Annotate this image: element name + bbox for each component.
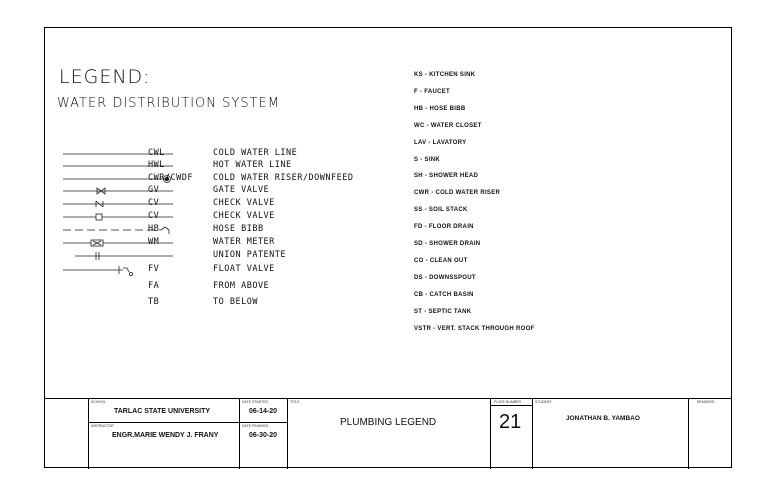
drawing-title: PLUMBING LEGEND xyxy=(340,417,437,428)
legend-abbreviation: CWL xyxy=(148,148,165,158)
legend-abbreviation: WM xyxy=(148,237,160,247)
abbreviation-item: SD - SHOWER DRAIN xyxy=(414,241,481,247)
legend-description: FLOAT VALVE xyxy=(213,264,275,274)
plate-number: 21 xyxy=(499,411,522,433)
date-finished-caption: DATE FINISHED xyxy=(242,424,269,428)
legend-row xyxy=(0,160,360,172)
legend-row xyxy=(0,173,360,185)
legend-description: COLD WATER LINE xyxy=(213,148,298,158)
legend-description: TO BELOW xyxy=(213,297,258,307)
abbreviation-item: LAV - LAVATORY xyxy=(414,139,467,146)
legend-row xyxy=(0,237,360,249)
legend-abbreviation: FV xyxy=(148,264,160,274)
school-caption: SCHOOL xyxy=(91,400,106,404)
legend-description: UNION PATENTE xyxy=(213,250,287,260)
student-caption: STUDENT xyxy=(535,400,552,404)
abbreviation-item: ST - SEPTIC TANK xyxy=(414,308,472,315)
instructor-caption: INSTRUCTOR xyxy=(91,424,114,428)
plate-number-caption: PLATE NUMBER xyxy=(494,400,521,404)
legend-abbreviation: TB xyxy=(148,297,160,307)
legend-abbreviation: GV xyxy=(148,185,160,195)
legend-row xyxy=(0,148,360,160)
abbreviation-item: CB - CATCH BASIN xyxy=(414,291,474,298)
abbreviation-item: VSTR - VERT. STACK THROUGH ROOF xyxy=(414,325,535,332)
school-name: TARLAC STATE UNIVERSITY xyxy=(114,408,211,415)
legend-row xyxy=(0,198,360,210)
legend-row xyxy=(0,297,360,309)
legend-abbreviation: HWL xyxy=(148,160,165,170)
legend-row xyxy=(0,211,360,223)
abbreviation-item: DS - DOWNSSPOUT xyxy=(414,274,476,281)
legend-description: COLD WATER RISER/DOWNFEED xyxy=(213,173,354,183)
union-symbol xyxy=(63,250,173,262)
legend-description: WATER METER xyxy=(213,237,275,247)
legend-row xyxy=(0,264,360,276)
abbreviation-item: SH - SHOWER HEAD xyxy=(414,173,479,180)
legend-abbreviation: FA xyxy=(148,281,160,291)
legend-row xyxy=(0,185,360,197)
legend-abbreviation: CV xyxy=(148,211,160,221)
title-caption: TITLE xyxy=(290,400,300,404)
legend-row xyxy=(0,250,360,262)
legend-description: CHECK VALVE xyxy=(213,198,275,208)
date-started: 06-14-20 xyxy=(249,408,278,415)
student-name: JONATHAN B. YAMBAO xyxy=(566,415,640,422)
legend-title: LEGEND: xyxy=(59,66,151,88)
legend-abbreviation: CWR/CWDF xyxy=(148,173,193,183)
legend-description: CHECK VALVE xyxy=(213,211,275,221)
legend-description: HOSE BIBB xyxy=(213,224,264,234)
legend-row xyxy=(0,281,360,293)
legend-description: FROM ABOVE xyxy=(213,281,270,291)
abbreviation-item: SS - SOIL STACK xyxy=(414,207,468,214)
abbreviation-item: KS - KITCHEN SINK xyxy=(414,72,476,78)
date-finished: 06-30-20 xyxy=(249,432,278,439)
legend-subtitle: WATER DISTRIBUTION SYSTEM xyxy=(57,96,280,111)
legend-row xyxy=(0,224,360,236)
abbreviation-item: CO - CLEAN OUT xyxy=(414,257,468,264)
instructor-name: ENGR.MARIE WENDY J. FRANY xyxy=(112,432,219,439)
date-started-caption: DATE STARTED xyxy=(242,400,269,404)
legend-abbreviation: HB xyxy=(148,224,160,234)
remarks-caption: REMARKS xyxy=(697,400,715,404)
abbreviation-item: WC - WATER CLOSET xyxy=(414,122,482,129)
abbreviation-item: CWR - COLD WATER RISER xyxy=(414,190,501,197)
abbreviation-item: F - FAUCET xyxy=(414,88,450,95)
title-block xyxy=(44,398,732,468)
abbreviation-item: FD - FLOOR DRAIN xyxy=(414,224,474,231)
legend-abbreviation: CV xyxy=(148,198,160,208)
legend-description: GATE VALVE xyxy=(213,185,270,195)
abbreviation-item: HB - HOSE BIBB xyxy=(414,105,466,112)
legend-description: HOT WATER LINE xyxy=(213,160,292,170)
abbreviation-item: S - SINK xyxy=(414,156,441,163)
